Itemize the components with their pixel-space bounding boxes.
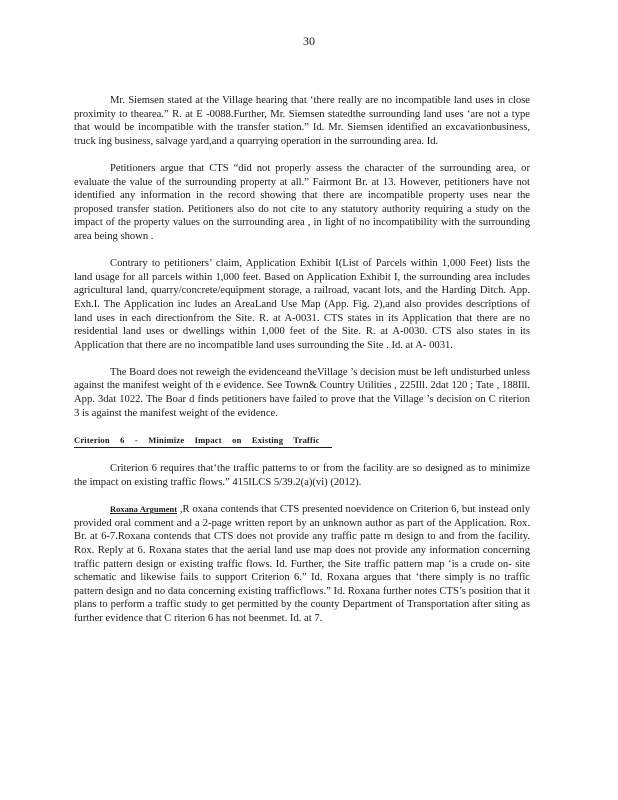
document-body — [74, 94, 530, 639]
paragraph-board-finding: The Board does not reweigh the evidenceand theVillage ’s decision must be left undisturbed unless against the manifest weight of th e evidence. See Town& Country Utilities , 225Ill. 2dat 120 ; Tate , 188Ill. App. 3dat 1022. The Boar d finds petitioners have failed to prove that the Village ’s decision on C riterion 3 is against the manifest weight of the evidence. — [74, 366, 530, 419]
paragraph-criterion-6: Criterion 6 requires that‘the traffic patterns to or from the facility are so designed as to minimize the impact on existing traffic flows.” 415ILCS 5/39.2(a)(vi) (2012). — [74, 463, 530, 489]
paragraph-roxana-argument — [74, 503, 530, 625]
section-heading-criterion-6: Criterion 6 - Minimize Impact on Existing Traffic — [74, 434, 332, 449]
paragraph-contrary: Contrary to petitioners’ claim, Application Exhibit I(List of Parcels within 1,000 Feet) lists the land usage for all parcels within 1,000 feet. Based on Application Exhibit I, the surrounding area includes agricultural land, quarry/concrete/equipment storage, a railroad, vacant lots, and the Harding Ditch. App. Exh.I. The Application inc ludes an AreaLand Use Map (App. Fig. 2),and also provides descriptions of land uses in each directionfrom the Site. R. at A-0031. CTS states in its Application that there are no residential land uses or dwellings within 1,000 feet of the Site. R. at A-0030. CTS also states in its Application that there are no incompatible land uses surrounding the Site . Id. at A- 0031. — [74, 258, 530, 351]
roxana-argument-lead: Roxana Argument — [110, 504, 178, 515]
page-number: 30 — [303, 34, 315, 48]
paragraph-siemsen: Mr. Siemsen stated at the Village hearing that ‘there really are no incompatible land uses in close proximity to thearea.” R. at E -0088.Further, Mr. Siemsen statedthe surrounding land uses ‘are not a type that would be incompatible with the transfer station.” Id. Mr. Siemsen identified an excavationbusiness, truck ing business, salvage yard,and a quarrying operation in the surrounding area. Id. — [74, 95, 530, 147]
paragraph-petitioners-argue: Petitioners argue that CTS “did not properly assess the character of the surrounding area, or evaluate the value of the surrounding property at all.” Fairmont Br. at 13. However, petitioners have not identified any information in the record showing that there are incompatible property uses near the proposed transfer station. Petitioners also do not cite to any statutory authority requiring a study on the impact of the property values on the surrounding area , in light of no incompatibility with the surrounding area being shown . — [74, 162, 530, 242]
roxana-argument-text: ,R oxana contends that CTS presented noevidence on Criterion 6, but instead only provided oral comment and a 2-page written report by an unknown author as part of the Application. Rox. Br. at 6-7.Roxana contends that CTS does not provide any traffic patte rn design to and from the facility. Rox. Reply at 6. Roxana states that the aerial land use map does not provide any information concerning traffic pattern design or existing traffic flows. Id. Further, the Site traffic pattern map ‘is a crude on- site schematic and likewise fails to support Criterion 6.” Id. Roxana argues that ‘there simply is no traffic pattern design and no data concerning existing trafficflows.” Id. Roxana further notes CTS’s position that it plans to perform a traffic study to get permitted by the county Department of Transportation after siting as further evidence that C riterion 6 has not beenmet. Id. at 7. — [74, 504, 531, 624]
